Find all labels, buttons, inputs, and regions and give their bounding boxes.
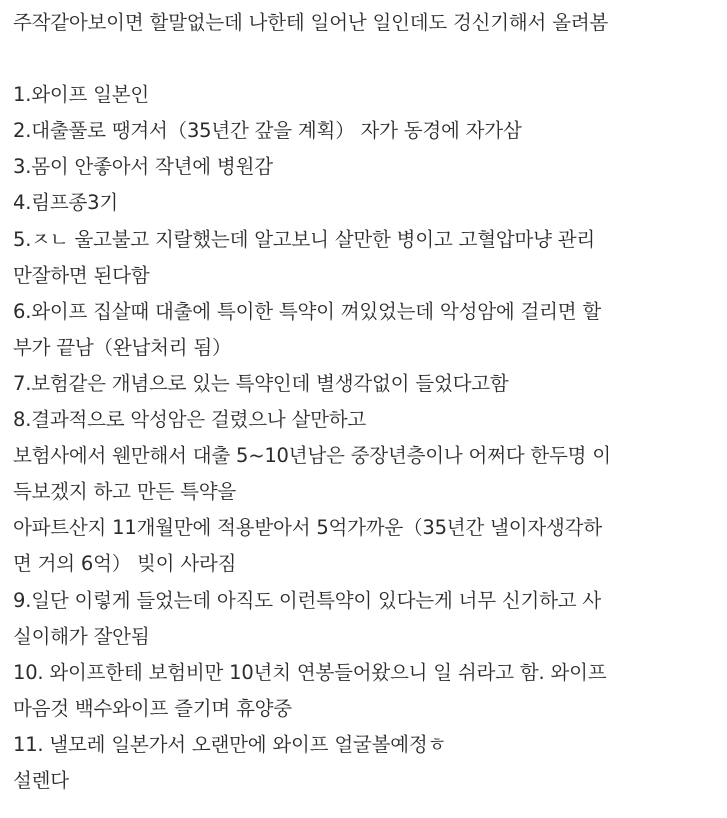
- list-item: 6.와이프 집살때 대출에 특이한 특약이 껴있었는데 악성암에 걸리면 할: [13, 299, 602, 323]
- list-item-continuation: 면 거의 6억） 빚이 사라짐: [13, 552, 237, 576]
- list-item: 8.결과적으로 악성암은 걸렸으나 살만하고: [13, 408, 367, 432]
- list-item: 7.보험같은 개념으로 있는 특약인데 별생각없이 들었다고함: [13, 371, 509, 395]
- list-item: 5.ㅈㄴ 울고불고 지랄했는데 알고보니 살만한 병이고 고혈압마냥 관리: [13, 227, 596, 251]
- list-item: 2.대출풀로 땡겨서（35년간 갚을 계획） 자가 동경에 자가삼: [13, 119, 522, 143]
- list-item-continuation: 만잘하면 된다함: [13, 263, 150, 287]
- list-item-continuation: 득보겠지 하고 만든 특약을: [13, 480, 237, 504]
- list-item-continuation: 실이해가 잘안됨: [13, 624, 150, 648]
- post-body: [13, 5, 721, 799]
- list-item: 9.일단 이렇게 들었는데 아직도 이런특약이 있다는게 너무 신기하고 사: [13, 588, 602, 612]
- post-closing-line: 설렌다: [13, 768, 69, 792]
- list-item-continuation: 보험사에서 웬만해서 대출 5~10년남은 중장년층이나 어쩌다 한두명 이: [13, 444, 611, 468]
- blank-line: [13, 41, 721, 77]
- list-item-continuation: 아파트산지 11개월만에 적용받아서 5억가까운（35년간 낼이자생각하: [13, 516, 602, 540]
- list-item: 3.몸이 안좋아서 작년에 병원감: [13, 155, 273, 179]
- list-item: 1.와이프 일본인: [13, 83, 150, 107]
- list-item: 11. 낼모레 일본가서 오랜만에 와이프 얼굴볼예정ㅎ: [13, 732, 447, 756]
- list-item: 4.림프종3기: [13, 191, 118, 215]
- list-item-continuation: 마음것 백수와이프 즐기며 휴양중: [13, 696, 292, 720]
- list-item-continuation: 부가 끝남（완납처리 됨）: [13, 335, 232, 359]
- list-item: 10. 와이프한테 보험비만 10년치 연봉들어왔으니 일 쉬라고 함. 와이프: [13, 660, 607, 684]
- post-intro-line: 주작같아보이면 할말없는데 나한테 일어난 일인데도 겅신기해서 올려봄: [13, 11, 609, 34]
